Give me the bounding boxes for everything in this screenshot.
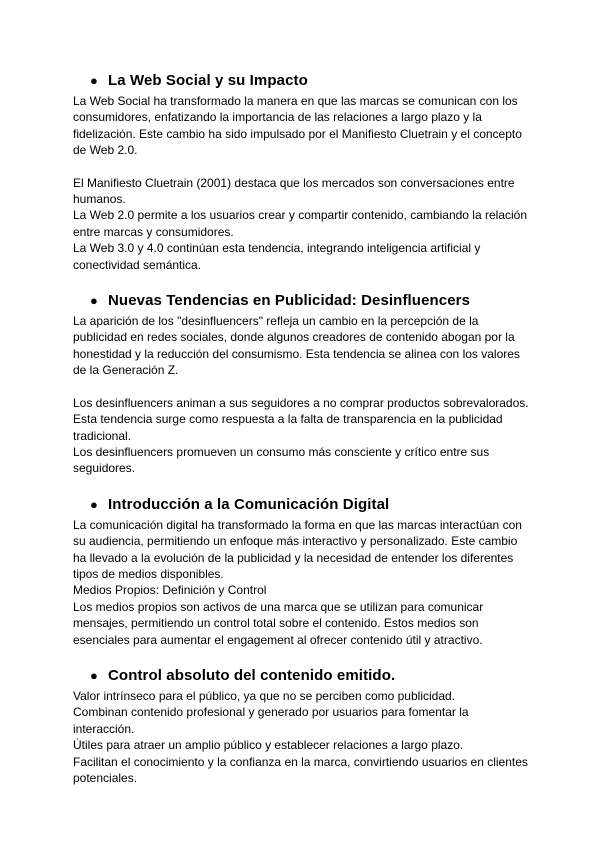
- spacer: [73, 159, 533, 175]
- paragraph-line: Combinan contenido profesional y generado por usuarios para fomentar la interacción.: [73, 705, 469, 736]
- paragraph-line: Los desinfluencers animan a sus seguidores a no comprar productos sobrevalorados.: [73, 395, 529, 410]
- paragraph-line: Valor intrínseco para el público, ya que no se perciben como publicidad.: [73, 688, 456, 703]
- section-heading: [90, 495, 533, 515]
- paragraph: La Web Social ha transformado la manera en que las marcas se comunican con los consumidores, enfatizando la importancia de las relaciones a largo plazo y la fidelización. Este cambio ha sido impulsado por el Manifiesto Cluetrain y el concepto de Web 2.0.: [73, 94, 522, 158]
- section-comunicacion-digital: [73, 495, 533, 648]
- heading-text: Control absoluto del contenido emitido.: [108, 666, 396, 684]
- section-heading: [90, 71, 533, 91]
- section-desinfluencers: [73, 291, 533, 477]
- paragraph-line: La Web 2.0 permite a los usuarios crear y compartir contenido, cambiando la relación entre marcas y consumidores.: [73, 208, 528, 239]
- document-page: [73, 71, 533, 786]
- heading-text: Nuevas Tendencias en Publicidad: Desinfluencers: [108, 292, 471, 310]
- heading-text: La Web Social y su Impacto: [108, 72, 308, 89]
- bullet-icon: ●: [90, 73, 98, 88]
- bullet-icon: ●: [90, 667, 98, 683]
- bullet-icon: ●: [90, 293, 98, 309]
- section-heading: [90, 666, 533, 686]
- section-control-contenido: [73, 666, 533, 786]
- paragraph: La aparición de los "desinfluencers" refleja un cambio en la percepción de la publicidad en redes sociales, donde algunos creadores de contenido abogan por la honestidad y la reducción del consumismo. Esta tendencia se alinea con los valores de la Generación Z.: [73, 314, 520, 378]
- section-web-social: [73, 71, 533, 273]
- paragraph-line: Útiles para atraer un amplio público y establecer relaciones a largo plazo.: [73, 738, 464, 753]
- paragraph-line: Medios Propios: Definición y Control: [73, 583, 267, 598]
- paragraph-line: Facilitan el conocimiento y la confianza en la marca, convirtiendo usuarios en clientes potenciales.: [73, 754, 528, 785]
- paragraph-line: La comunicación digital ha transformado la forma en que las marcas interactúan con su audiencia, permitiendo un enfoque más interactivo y personalizado. Este cambio ha llevado a la evolución de la publicidad y la necesidad de entender los diferentes tipos de medios disponibles.: [73, 517, 522, 581]
- section-heading: [90, 291, 533, 311]
- heading-text: Introducción a la Comunicación Digital: [108, 495, 390, 513]
- spacer: [73, 379, 533, 395]
- bullet-icon: ●: [90, 496, 98, 512]
- paragraph-line: El Manifiesto Cluetrain (2001) destaca que los mercados son conversaciones entre humanos.: [73, 175, 515, 207]
- paragraph-line: La Web 3.0 y 4.0 continúan esta tendencia, integrando inteligencia artificial y conectividad semántica.: [73, 241, 481, 272]
- paragraph-line: Esta tendencia surge como respuesta a la falta de transparencia en la publicidad tradicional.: [73, 412, 503, 443]
- paragraph-line: Los medios propios son activos de una marca que se utilizan para comunicar mensajes, permitiendo un control total sobre el contenido. Estos medios son esenciales para aumentar el engagement al ofrecer contenido útil y atractivo.: [73, 599, 484, 647]
- paragraph-line: Los desinfluencers promueven un consumo más consciente y crítico entre sus seguidores.: [73, 444, 490, 476]
